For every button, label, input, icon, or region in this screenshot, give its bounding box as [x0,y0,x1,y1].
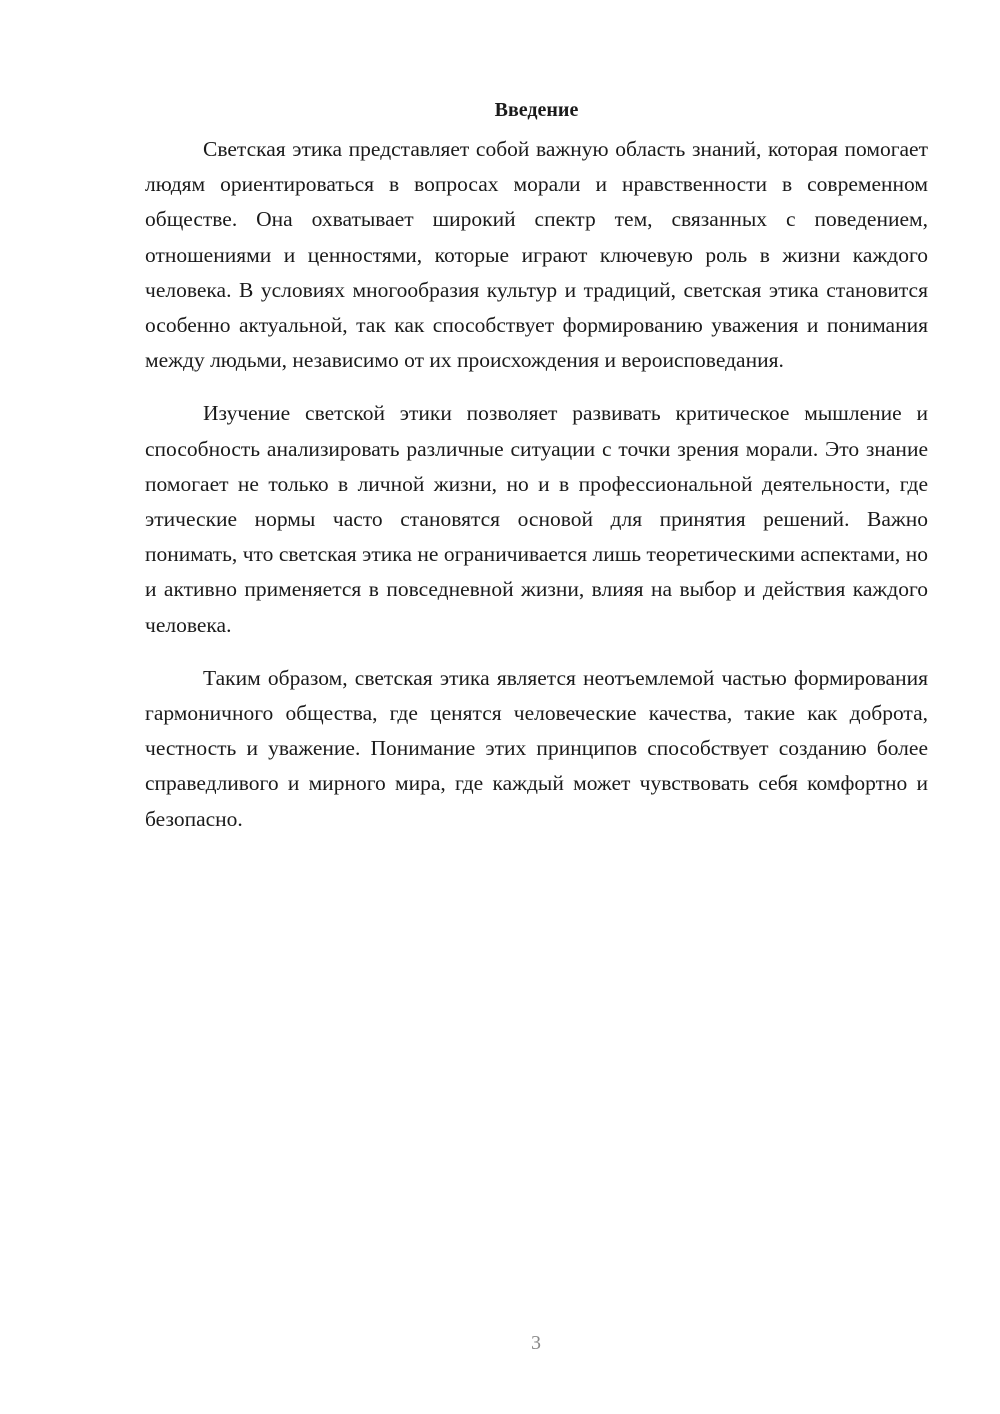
page-number: 3 [531,1332,541,1354]
section-title: Введение [494,99,579,121]
paragraph-3: Таким образом, светская этика является неотъемлемой частью формирования гармоничного общества, где ценятся человеческие качества, такие как доброта, честность и уважение. Понимание этих принципов способствует созданию более справедливого и мирного мира, где каждый может чувствовать себя комфортно и безопасно. [145,665,928,831]
page-content [145,92,928,855]
paragraph-1: Светская этика представляет собой важную область знаний, которая помогает людям ориентироваться в вопросах морали и нравственности в современном обществе. Она охватывает широкий спектр тем, связанных с поведением, отношениями и ценностями, которые играют ключевую роль в жизни каждого человека. В условиях многообразия культур и традиций, светская этика становится особенно актуальной, так как способствует формированию уважения и понимания между людьми, независимо от их происхождения и вероисповедания. [145,137,928,373]
paragraph-2: Изучение светской этики позволяет развивать критическое мышление и способность анализировать различные ситуации с точки зрения морали. Это знание помогает не только в личной жизни, но и в профессиональной деятельности, где этические нормы часто становятся основой для принятия решений. Важно понимать, что светская этика не ограничивается лишь теоретическими аспектами, но и активно применяется в повседневной жизни, влияя на выбор и действия каждого человека. [145,401,928,637]
